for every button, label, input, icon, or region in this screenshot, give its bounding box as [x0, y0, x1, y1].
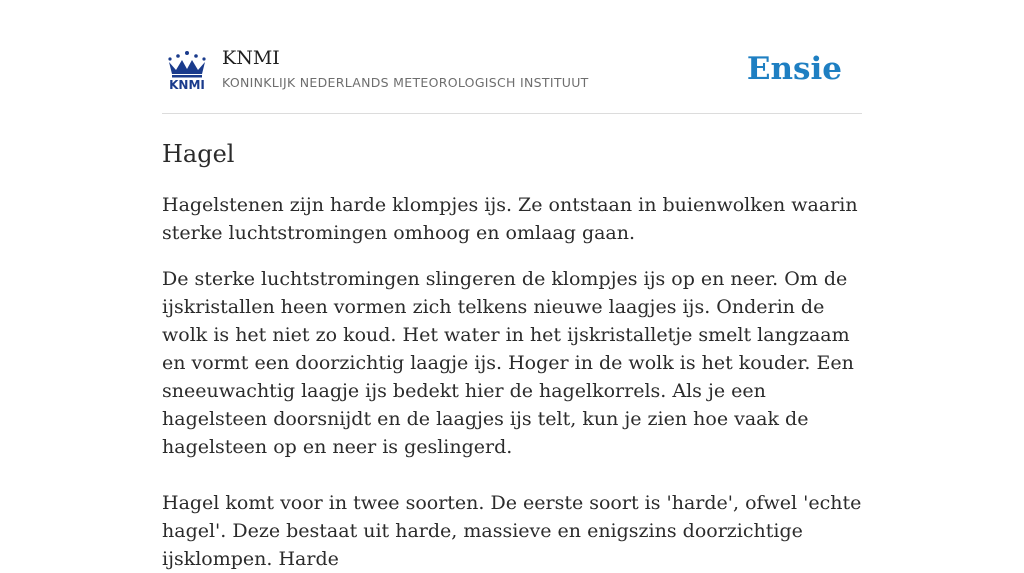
page	[162, 0, 862, 573]
article-paragraph-2: De sterke luchtstromingen slingeren de klompjes ijs op en neer. Om de ijskristallen heen vormen zich telkens nieuwe laagjes ijs. Onderin de wolk is het niet zo koud. Het water in het ijskristalletje smelt langzaam en vormt een doorzichtig laagje ijs. Hoger in de wolk is het kouder. Een sneeuwachtig laagje ijs bedekt hier de hagelkorrels. Als je een hagelsteen doorsnijdt en de laagjes ijs telt, kun je zien hoe vaak de hagelsteen op en neer is geslingerd.	[162, 268, 854, 458]
site-header	[162, 0, 862, 114]
brand-logo[interactable]: Ensie	[746, 51, 842, 87]
article-paragraph-1: Hagelstenen zijn harde klompjes ijs. Ze ontstaan in buienwolken waarin sterke luchtstromingen omhoog en omlaag gaan.	[162, 194, 858, 244]
org-name: KNMI	[222, 47, 280, 69]
knmi-crown-logo-icon[interactable]	[164, 50, 210, 90]
org-subtitle: KONINKLIJK NEDERLANDS METEOROLOGISCH INSTITUUT	[222, 75, 589, 90]
article-title: Hagel	[162, 140, 235, 168]
article-paragraph-3: Hagel komt voor in twee soorten. De eerste soort is 'harde', ofwel 'echte hagel'. Deze bestaat uit harde, massieve en enigszins doorzichtige ijsklompen. Harde	[162, 492, 862, 570]
logo-text: KNMI	[169, 78, 205, 92]
